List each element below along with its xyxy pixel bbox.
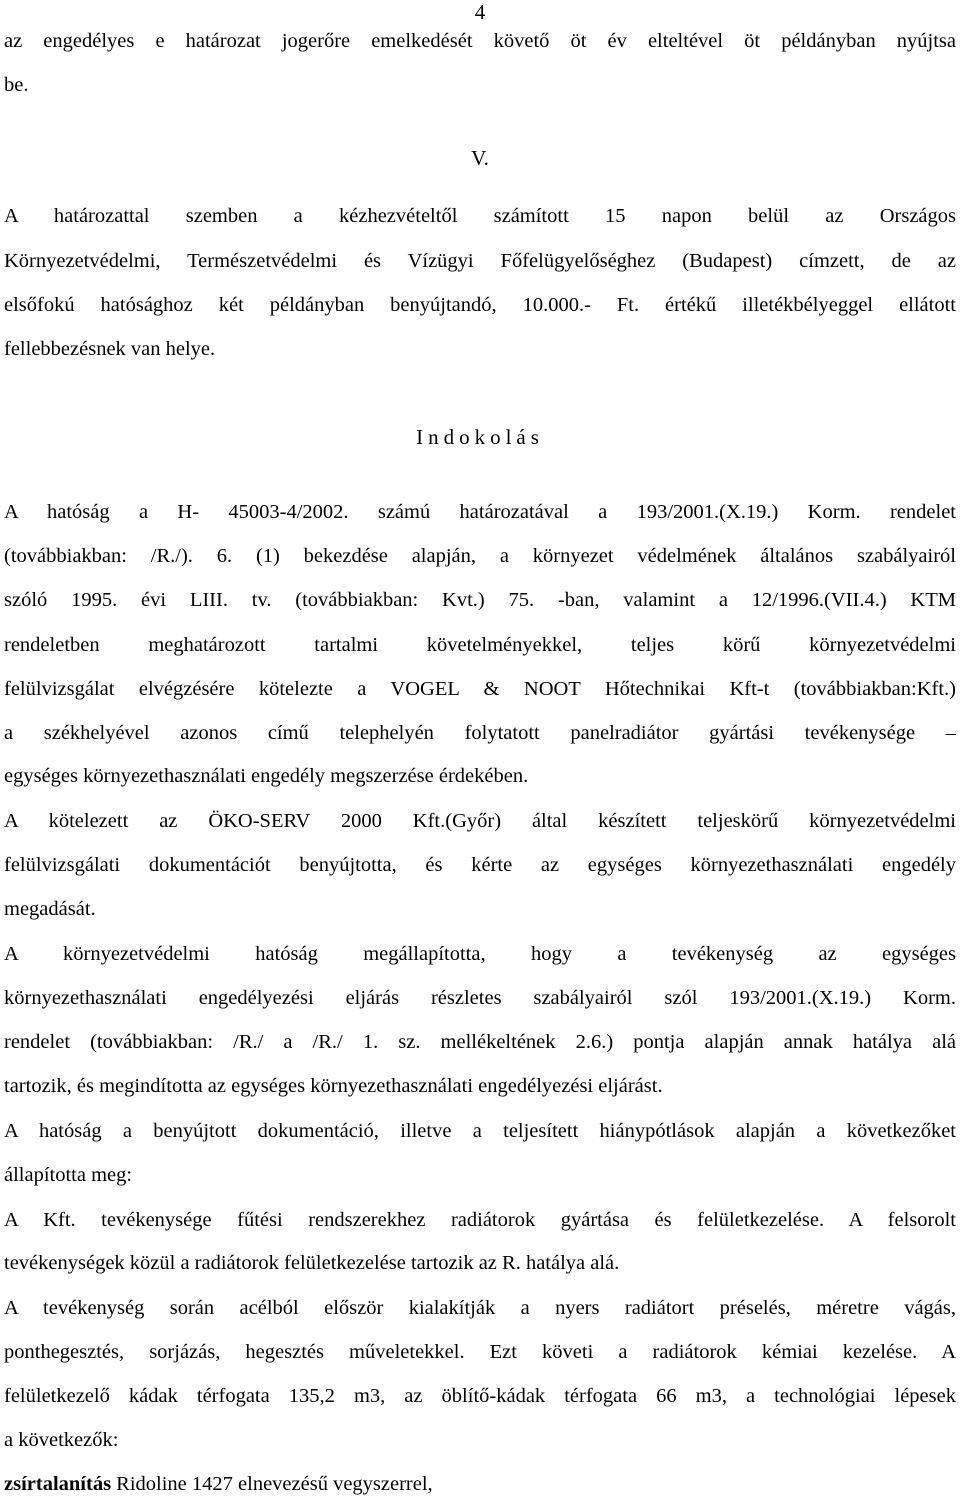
text-line: állapította meg: (4, 1164, 133, 1186)
text-line: az engedélyes e határozat jogerőre emelkedését követő öt év elteltével öt példányban nyújtsa (4, 30, 956, 52)
text-line: A hatóság a benyújtott dokumentáció, illetve a teljesített hiánypótlások alapján a következőket (4, 1120, 956, 1142)
text-line: felülvizsgálati dokumentációt benyújtotta, és kérte az egységes környezethasználati engedély (4, 854, 956, 876)
text-line: felülvizsgálat elvégzésére kötelezte a VOGEL & NOOT Hőtechnikai Kft-t (továbbiakban:Kft.) (4, 678, 956, 700)
text-line: fellebbezésnek van helye. (4, 338, 216, 360)
text-line: A környezetvédelmi hatóság megállapította, hogy a tevékenység az egységes (4, 943, 956, 965)
text-span: Ridoline 1427 elnevezésű vegyszerrel, (111, 1473, 433, 1495)
text-line: (továbbiakban: /R./). 6. (1) bekezdése alapján, a környezet védelmének általános szabályairól (4, 545, 956, 567)
text-line: felületkezelő kádak térfogata 135,2 m3, az öblítő-kádak térfogata 66 m3, a technológiai lépesek (4, 1385, 956, 1407)
text-line: A Kft. tevékenysége fűtési rendszerekhez radiátorok gyártása és felületkezelése. A felsorolt (4, 1209, 956, 1231)
section-heading-v: V. (471, 146, 489, 170)
text-line: elsőfokú hatósághoz két példányban benyújtandó, 10.000.- Ft. értékű illetékbélyeggel ellátott (4, 294, 956, 316)
text-line: tevékenységek közül a radiátorok felületkezelése tartozik az R. hatálya alá. (4, 1252, 620, 1274)
text-line: rendeletben meghatározott tartalmi követelményekkel, teljes körű környezetvédelmi (4, 634, 956, 656)
text-line: tartozik, és megindította az egységes környezethasználati engedélyezési eljárást. (4, 1075, 663, 1097)
text-line: A hatóság a H- 45003-4/2002. számú határozatával a 193/2001.(X.19.) Korm. rendelet (4, 501, 956, 523)
text-line: Környezetvédelmi, Természetvédelmi és Vízügyi Főfelügyelőséghez (Budapest) címzett, de az (4, 250, 956, 272)
text-line: környezethasználati engedélyezési eljárás részletes szabályairól szól 193/2001.(X.19.) Korm. (4, 987, 956, 1009)
text-line: rendelet (továbbiakban: /R./ a /R./ 1. sz. mellékeltének 2.6.) pontja alapján annak hatálya alá (4, 1031, 956, 1053)
text-line: A tevékenység során acélból először kialakítják a nyers radiátort préselés, méretre vágás, (4, 1297, 956, 1319)
text-line: megadását. (4, 898, 96, 920)
text-line: a következők: (4, 1429, 119, 1451)
text-line: A kötelezett az ÖKO-SERV 2000 Kft.(Győr) által készített teljeskörű környezetvédelmi (4, 810, 956, 832)
last-text-line (4, 1471, 956, 1497)
text-line: a székhelyével azonos című telephelyén folytatott panelradiátor gyártási tevékenysége – (4, 722, 956, 744)
bold-term: zsírtalanítás (4, 1473, 112, 1495)
page-number: 4 (474, 0, 486, 24)
text-line: be. (4, 74, 29, 96)
text-line: szóló 1995. évi LIII. tv. (továbbiakban: Kvt.) 75. -ban, valamint a 12/1996.(VII.4.) KTM (4, 589, 956, 611)
indokolas-heading: Indokolás (416, 425, 544, 449)
text-line: A határozattal szemben a kézhezvételtől számított 15 napon belül az Országos (4, 205, 956, 227)
text-line: ponthegesztés, sorjázás, hegesztés műveletekkel. Ezt követi a radiátorok kémiai kezelése. A (4, 1341, 956, 1363)
text-line: egységes környezethasználati engedély megszerzése érdekében. (4, 765, 529, 787)
